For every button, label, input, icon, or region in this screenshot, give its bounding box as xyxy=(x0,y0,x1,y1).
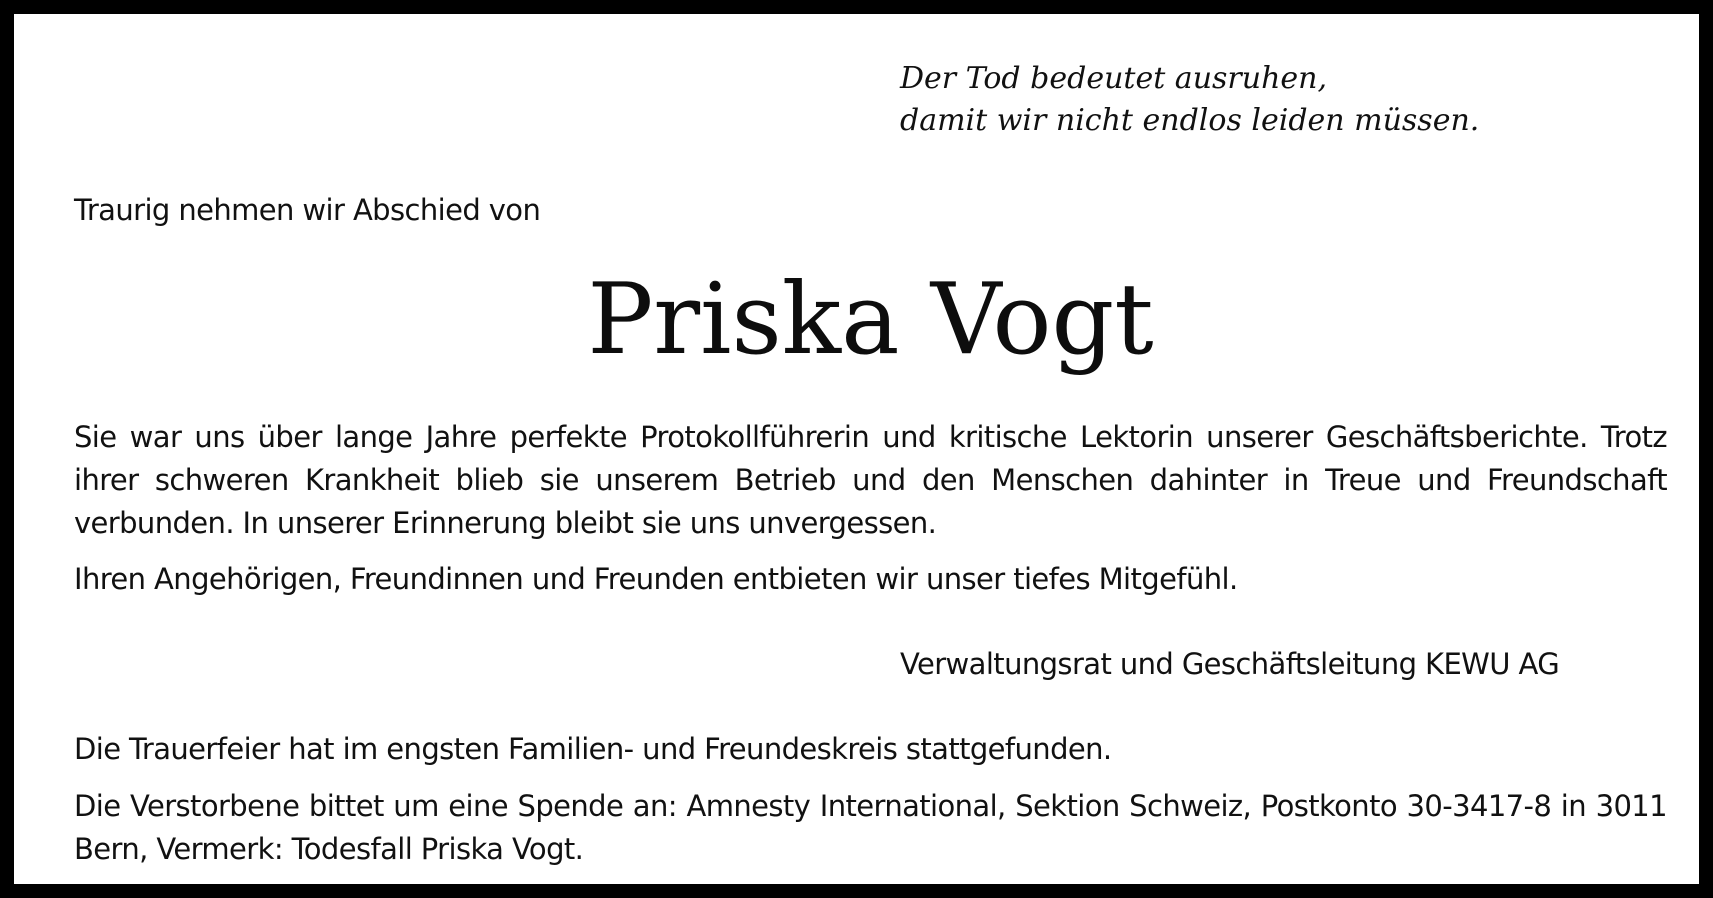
intro-text: Traurig nehmen wir Abschied von xyxy=(74,193,541,227)
condolence-paragraph: Ihren Angehörigen, Freundinnen und Freunden entbieten wir unser tiefes Mitgefühl. xyxy=(74,562,1238,596)
motto-line-2: damit wir nicht endlos leiden müssen. xyxy=(900,103,1480,138)
ceremony-note: Die Trauerfeier hat im engsten Familien- und Freundeskreis stattgefunden. xyxy=(74,732,1112,766)
tribute-paragraph: Sie war uns über lange Jahre perfekte Protokollführerin und kritische Lektorin unserer Geschäftsberichte. Trotz ihrer schweren Krankheit blieb sie unserem Betrieb und den Menschen dahinter in Treue und Freundschaft verbunden. In unserer Erinnerung bleibt sie uns unvergessen. xyxy=(74,420,1667,540)
motto-line-1: Der Tod bedeutet ausruhen, xyxy=(900,61,1328,96)
signature: Verwaltungsrat und Geschäftsleitung KEWU AG xyxy=(900,647,1560,681)
deceased-name: Priska Vogt xyxy=(587,263,1154,377)
donation-note: Die Verstorbene bittet um eine Spende an: Amnesty International, Sektion Schweiz, Postkonto 30-3417-8 in 3011 Bern, Vermerk: Todesfall Priska Vogt. xyxy=(74,789,1667,866)
